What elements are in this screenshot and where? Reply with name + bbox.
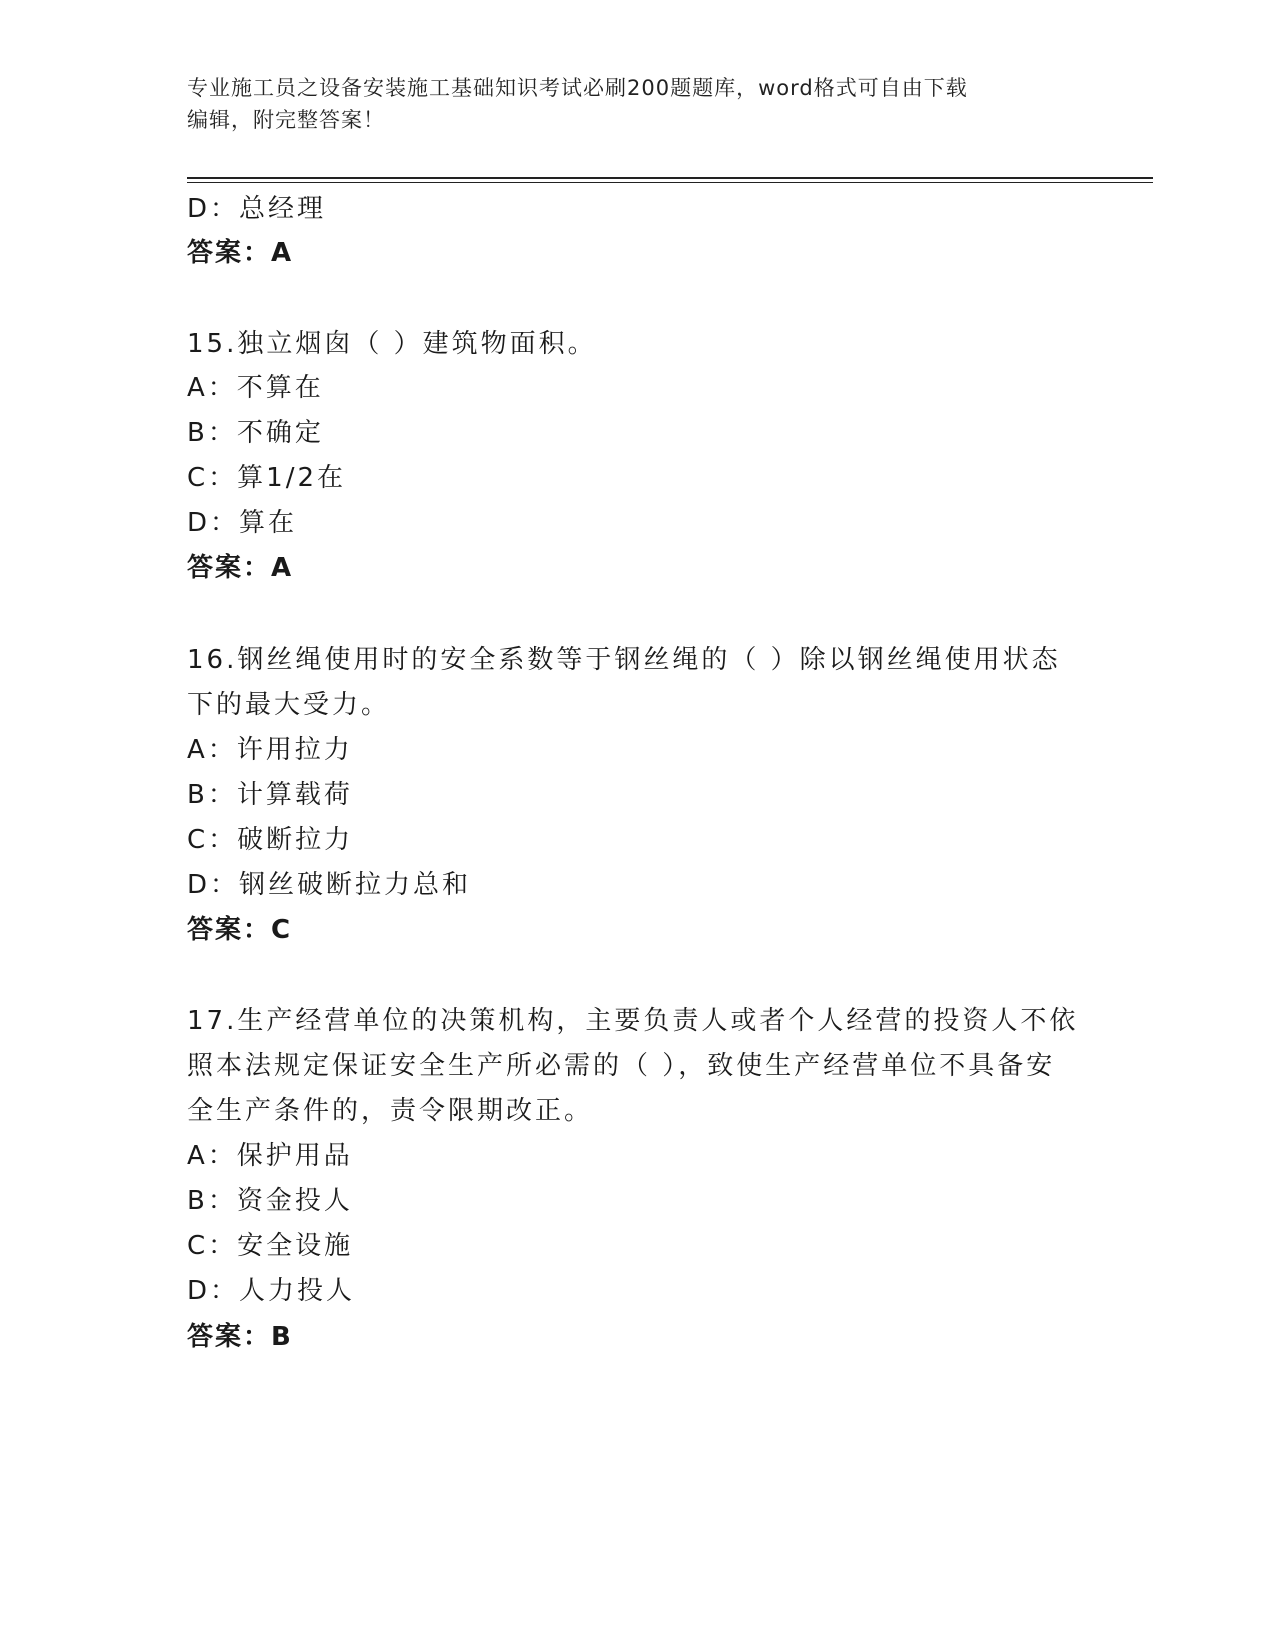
header-title-line-1: 专业施工员之设备安装施工基础知识考试必刷200题题库，word格式可自由下载 (187, 76, 968, 100)
q17-option-a: A：保护用品 (187, 1141, 353, 1171)
q16-option-d: D：钢丝破断拉力总和 (187, 870, 472, 900)
q14-answer: 答案：A (187, 238, 294, 268)
q15-option-d: D：算在 (187, 508, 298, 538)
q16-stem-line-2: 下的最大受力。 (187, 690, 391, 720)
header-divider-thick (187, 177, 1153, 179)
q17-option-c: C：安全设施 (187, 1231, 354, 1261)
q15-stem: 15.独立烟囱（ ）建筑物面积。 (187, 329, 597, 359)
document-header (187, 72, 1067, 136)
q17-stem-line-3: 全生产条件的，责令限期改正。 (187, 1096, 594, 1126)
q16-stem-line-1: 16.钢丝绳使用时的安全系数等于钢丝绳的（ ）除以钢丝绳使用状态 (187, 645, 1061, 675)
q15-option-c: C：算1/2在 (187, 463, 346, 493)
q17-option-b: B：资金投人 (187, 1186, 353, 1216)
q15-option-b: B：不确定 (187, 418, 324, 448)
q16-answer: 答案：C (187, 915, 293, 945)
q14-option-d: D：总经理 (187, 194, 327, 224)
q16-option-b: B：计算载荷 (187, 780, 353, 810)
header-title-line-2: 编辑，附完整答案！ (187, 108, 385, 132)
q15-option-a: A：不算在 (187, 373, 324, 403)
q16-option-a: A：许用拉力 (187, 735, 353, 765)
q16-option-c: C：破断拉力 (187, 825, 354, 855)
q17-option-d: D：人力投人 (187, 1276, 356, 1306)
q15-answer: 答案：A (187, 553, 294, 583)
q17-answer: 答案：B (187, 1322, 293, 1352)
header-divider-thin (187, 182, 1153, 183)
q17-stem-line-2: 照本法规定保证安全生产所必需的（ ），致使生产经营单位不具备安 (187, 1051, 1056, 1081)
q17-stem-line-1: 17.生产经营单位的决策机构，主要负责人或者个人经营的投资人不依 (187, 1006, 1079, 1036)
